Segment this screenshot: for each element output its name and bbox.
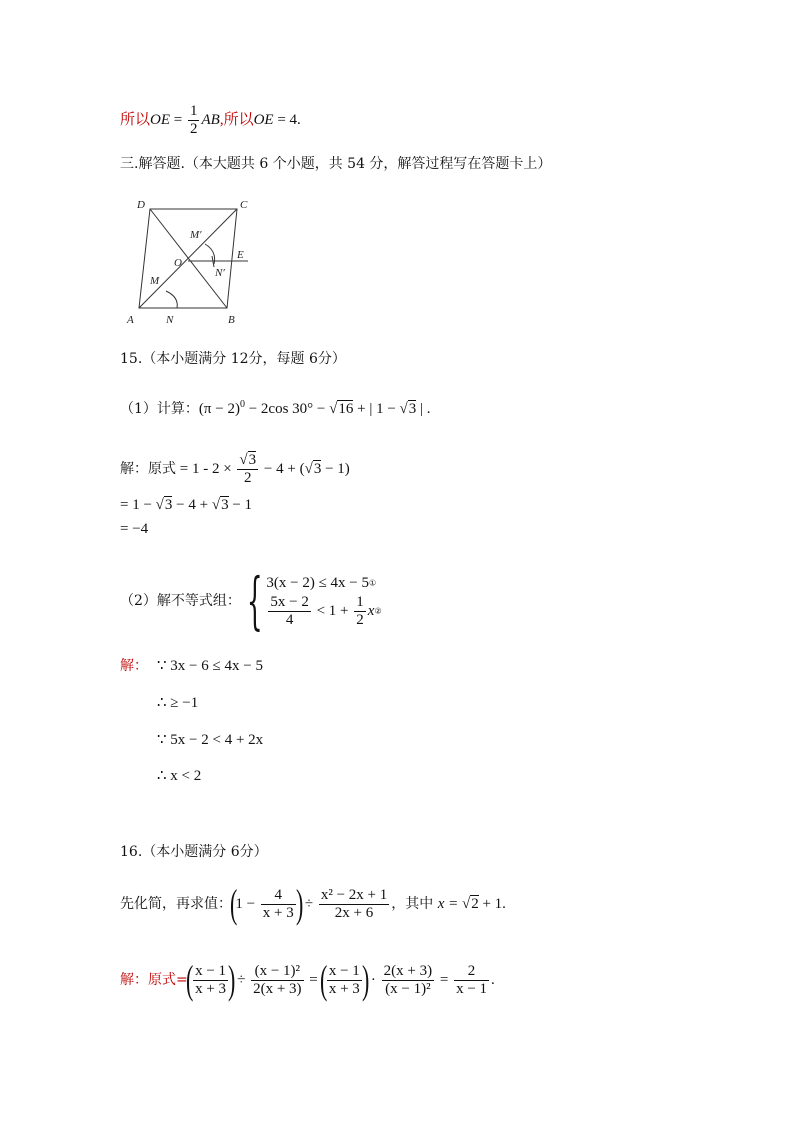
line-oe-result: 所以OE = $\frac{1}{2}$ AB,所以OE = 4.: [120, 103, 301, 137]
q15-sol1-line1: 解：原式 = 1 - 2 × $\frac{√3}{2}$ − 4 + (√3 − 1): [120, 452, 350, 486]
suoyi-text: 所以: [120, 111, 151, 128]
q15-sol2-l4: ∴ x < 2: [157, 768, 202, 784]
label-b: B: [228, 314, 235, 326]
half-fraction: $\frac{1}{2}$: [189, 103, 198, 137]
q15-sol1-line2: = 1 − √3 − 4 + √3 − 1: [120, 497, 253, 513]
diagonal-db: [150, 209, 227, 308]
q15-sol1-line3: = −4: [120, 521, 149, 537]
label-m: M: [150, 275, 160, 287]
q15-sol2-l3: ∵ 5x − 2 < 4 + 2x: [157, 732, 264, 748]
q15-part1: （1）计算：$(\pi - 2)^0 - 2\cos$ 30° − √16 + | 1 − √3 | .: [120, 399, 431, 417]
q15-part2: （2）解不等式组：{ 3(x − 2) ≤ 4x − 5① $\frac{5x - 2}{4}$ < 1 + $\frac{1}{2}$ x②: [120, 564, 382, 637]
section-heading: 三.解答题.（本大题共 6 个小题，共 54 分，解答过程写在答题卡上）: [120, 156, 552, 172]
q16-prompt: 先化简，再求值：(1 − $\frac{4}{x + 3}$ ) ÷ $\frac{\text{x² − 2x + 1}}{2x + 6}$ ，其中 x = √2 + 1.: [120, 881, 506, 926]
label-e: E: [237, 249, 244, 261]
label-a: A: [127, 314, 134, 326]
q15-sol2-label: 解：: [120, 658, 148, 674]
label-n: N: [166, 314, 174, 326]
q15-title: 15.（本小题满分 12分，每题 6分）: [120, 351, 346, 367]
q16-title: 16.（本小题满分 6分）: [120, 844, 268, 860]
label-d: D: [137, 199, 145, 211]
label-o: O: [174, 257, 182, 269]
parallelogram-figure: [122, 192, 254, 328]
label-m-prime: M′: [190, 229, 202, 241]
q16-solution: 解：原式=( $\frac{x - 1}{x + 3}$ ) ÷ $\frac{\text{(x − 1)²}}{2(x + 3)}$ = ( $\frac{x - 1}{x + 3}$ ) · $\frac{2(x + 3)}{\text{(x − 1)²}}$ = $\frac{2}{x - 1}$ .: [120, 957, 495, 1002]
label-c: C: [240, 199, 248, 211]
q15-sol2-l1: ∵ 3x − 6 ≤ 4x − 5: [157, 658, 263, 674]
q15-sol2-l2: ∴ ≥ −1: [157, 695, 199, 711]
arc-at-a: [166, 291, 177, 308]
label-n-prime: N′: [215, 267, 225, 279]
